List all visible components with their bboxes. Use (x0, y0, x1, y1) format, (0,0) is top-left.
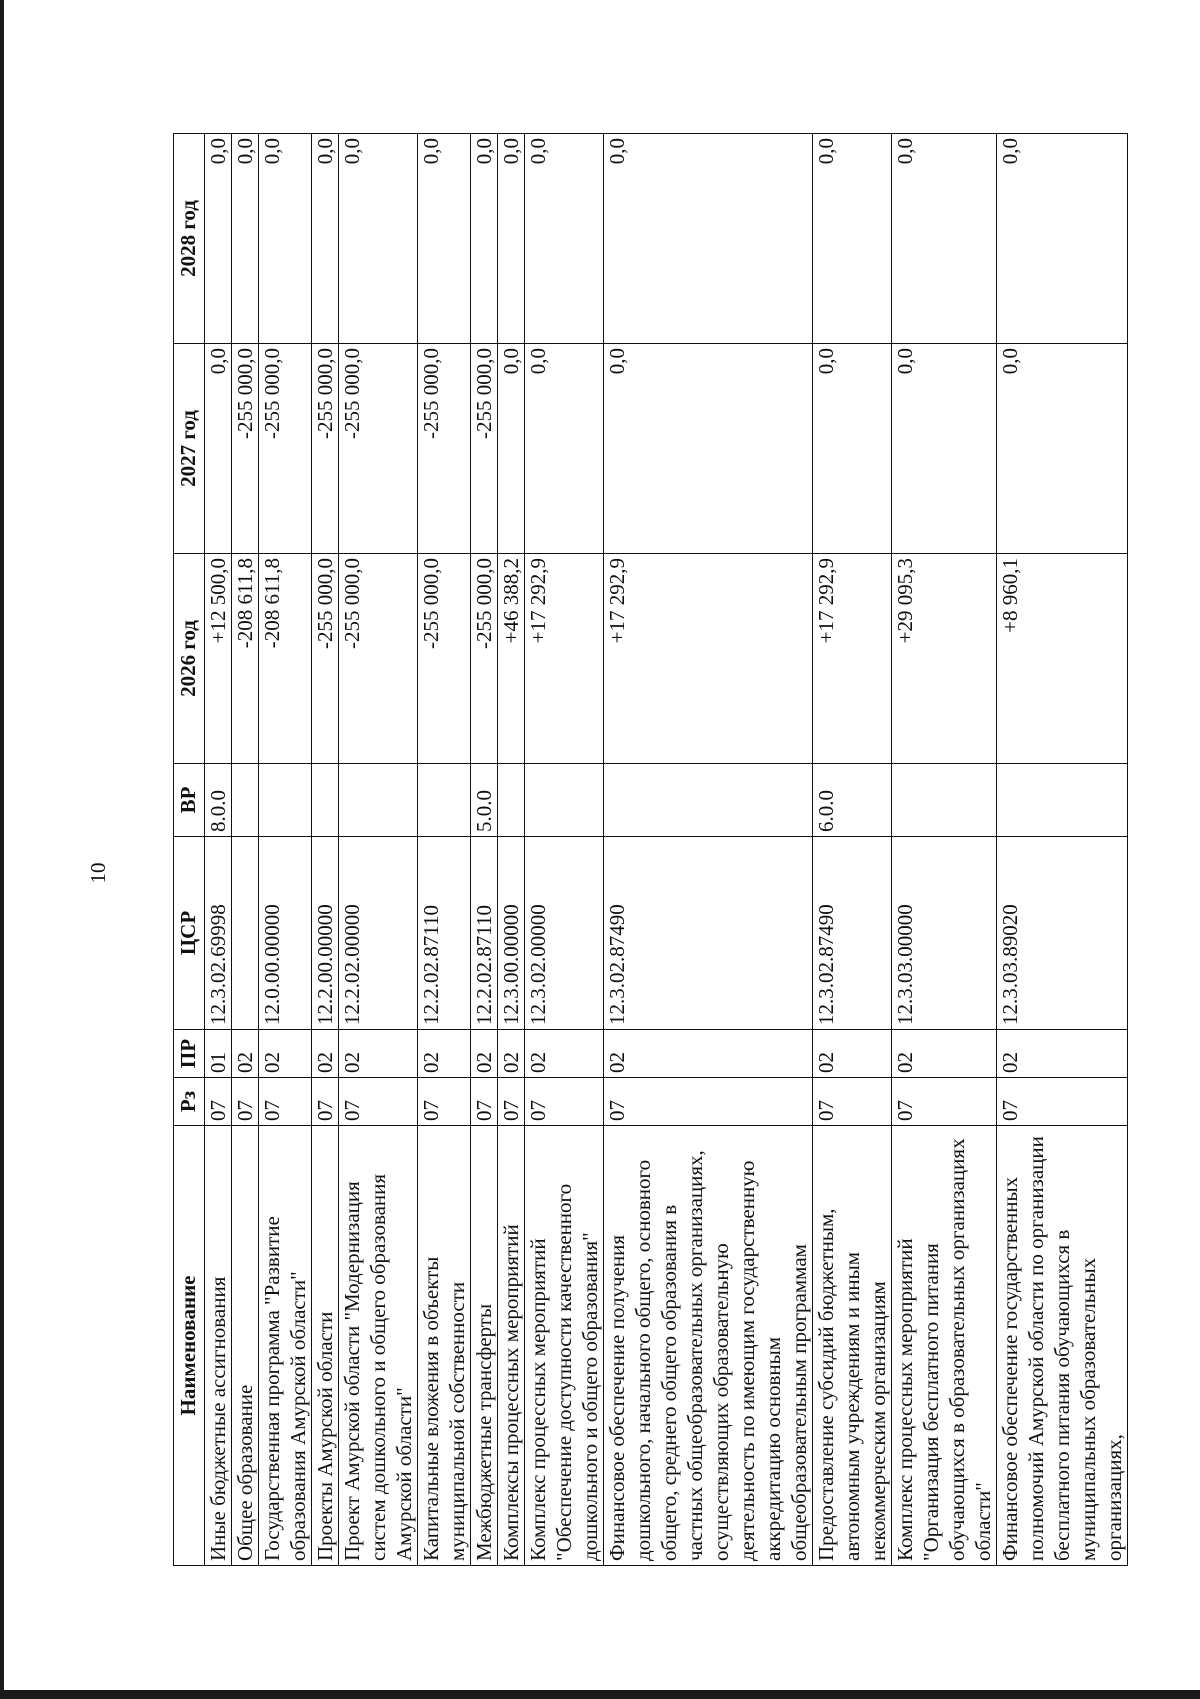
cell-rz: 07 (205, 1078, 232, 1126)
cell-rz: 07 (525, 1078, 604, 1126)
cell-vr (232, 764, 259, 837)
cell-pr: 02 (997, 1030, 1128, 1078)
cell-rz: 07 (813, 1078, 892, 1126)
cell-rz: 07 (339, 1078, 418, 1126)
cell-vr (418, 764, 471, 837)
cell-2026: +17 292,9 (813, 554, 892, 764)
cell-pr: 02 (418, 1030, 471, 1078)
cell-csr: 12.2.02.87110 (471, 837, 498, 1030)
cell-2027: 0,0 (604, 344, 813, 554)
rotated-table-container (173, 134, 1126, 1566)
cell-2026: +46 388,2 (498, 554, 525, 764)
header-pr: ПР (174, 1030, 205, 1078)
cell-csr (232, 837, 259, 1030)
cell-rz: 07 (892, 1078, 997, 1126)
page-number: 10 (86, 862, 110, 884)
cell-vr: 8.0.0 (205, 764, 232, 837)
cell-vr: 5.0.0 (471, 764, 498, 837)
table-row (892, 134, 997, 1566)
table-row (525, 134, 604, 1566)
cell-pr: 02 (604, 1030, 813, 1078)
cell-name: Предоставление субсидий бюджетным, автономным учреждениям и иным некоммерческим организациям (813, 1126, 892, 1566)
cell-vr (312, 764, 339, 837)
cell-2027: -255 000,0 (259, 344, 312, 554)
table-row (604, 134, 813, 1566)
table-header-row (174, 134, 205, 1566)
cell-2027: 0,0 (525, 344, 604, 554)
cell-vr (525, 764, 604, 837)
cell-pr: 02 (813, 1030, 892, 1078)
cell-pr: 02 (259, 1030, 312, 1078)
cell-pr: 02 (339, 1030, 418, 1078)
cell-2027: -255 000,0 (312, 344, 339, 554)
cell-2027: 0,0 (997, 344, 1128, 554)
cell-2028: 0,0 (205, 134, 232, 344)
cell-csr: 12.3.02.87490 (813, 837, 892, 1030)
cell-csr: 12.3.03.89020 (997, 837, 1128, 1030)
cell-vr: 6.0.0 (813, 764, 892, 837)
table-row (498, 134, 525, 1566)
header-rz: Рз (174, 1078, 205, 1126)
cell-name: Комплекс процессных мероприятий "Организация бесплатного питания обучающихся в образовательных организациях области" (892, 1126, 997, 1566)
cell-2026: -208 611,8 (259, 554, 312, 764)
cell-2027: -255 000,0 (471, 344, 498, 554)
cell-2026: +12 500,0 (205, 554, 232, 764)
cell-csr: 12.3.02.00000 (525, 837, 604, 1030)
cell-rz: 07 (471, 1078, 498, 1126)
cell-2027: 0,0 (498, 344, 525, 554)
cell-vr (498, 764, 525, 837)
cell-2028: 0,0 (892, 134, 997, 344)
cell-rz: 07 (312, 1078, 339, 1126)
cell-rz: 07 (418, 1078, 471, 1126)
cell-pr: 02 (498, 1030, 525, 1078)
table-row (997, 134, 1128, 1566)
cell-2026: +29 095,3 (892, 554, 997, 764)
cell-2028: 0,0 (498, 134, 525, 344)
cell-csr: 12.3.00.00000 (498, 837, 525, 1030)
header-2028: 2028 год (174, 134, 205, 344)
cell-pr: 02 (525, 1030, 604, 1078)
cell-2028: 0,0 (418, 134, 471, 344)
header-2026: 2026 год (174, 554, 205, 764)
scan-edge-bottom (0, 1690, 1200, 1699)
cell-rz: 07 (604, 1078, 813, 1126)
cell-rz: 07 (259, 1078, 312, 1126)
cell-2026: -255 000,0 (418, 554, 471, 764)
cell-2028: 0,0 (604, 134, 813, 344)
cell-2026: -255 000,0 (312, 554, 339, 764)
cell-2028: 0,0 (997, 134, 1128, 344)
cell-name: Финансовое обеспечение получения дошкольного, начального общего, основного общего, среднего общего образования в частных общеобразовательных организациях, осуществляющих образовательную деятельность по имеющим государственную аккредитацию основным общеобразовательным программам (604, 1126, 813, 1566)
header-csr: ЦСР (174, 837, 205, 1030)
cell-2028: 0,0 (471, 134, 498, 344)
cell-pr: 02 (312, 1030, 339, 1078)
cell-csr: 12.3.02.69998 (205, 837, 232, 1030)
cell-2028: 0,0 (259, 134, 312, 344)
header-name: Наименование (174, 1126, 205, 1566)
cell-rz: 07 (997, 1078, 1128, 1126)
cell-pr: 02 (471, 1030, 498, 1078)
cell-name: Проекты Амурской области (312, 1126, 339, 1566)
table-row (471, 134, 498, 1566)
table-row (312, 134, 339, 1566)
cell-csr: 12.0.00.00000 (259, 837, 312, 1030)
cell-2027: 0,0 (205, 344, 232, 554)
table-row (813, 134, 892, 1566)
cell-2028: 0,0 (312, 134, 339, 344)
cell-2028: 0,0 (525, 134, 604, 344)
scan-edge-left (0, 0, 4, 1699)
cell-2026: -255 000,0 (339, 554, 418, 764)
cell-csr: 12.2.00.00000 (312, 837, 339, 1030)
cell-name: Комплексы процессных мероприятий (498, 1126, 525, 1566)
table-row (232, 134, 259, 1566)
cell-2027: 0,0 (892, 344, 997, 554)
cell-name: Комплекс процессных мероприятий "Обеспечение доступности качественного дошкольного и общего образования" (525, 1126, 604, 1566)
cell-2028: 0,0 (232, 134, 259, 344)
cell-2026: -208 611,8 (232, 554, 259, 764)
cell-2026: +8 960,1 (997, 554, 1128, 764)
table-row (339, 134, 418, 1566)
cell-2027: -255 000,0 (339, 344, 418, 554)
cell-vr (892, 764, 997, 837)
cell-2027: -255 000,0 (418, 344, 471, 554)
cell-2026: +17 292,9 (525, 554, 604, 764)
cell-2028: 0,0 (339, 134, 418, 344)
cell-2028: 0,0 (813, 134, 892, 344)
cell-csr: 12.2.02.87110 (418, 837, 471, 1030)
cell-name: Межбюджетные трансферты (471, 1126, 498, 1566)
cell-2027: -255 000,0 (232, 344, 259, 554)
cell-name: Государственная программа "Развитие образования Амурской области" (259, 1126, 312, 1566)
cell-name: Общее образование (232, 1126, 259, 1566)
cell-rz: 07 (232, 1078, 259, 1126)
cell-rz: 07 (498, 1078, 525, 1126)
cell-vr (339, 764, 418, 837)
table-row (205, 134, 232, 1566)
cell-pr: 01 (205, 1030, 232, 1078)
header-2027: 2027 год (174, 344, 205, 554)
table-row (259, 134, 312, 1566)
cell-pr: 02 (892, 1030, 997, 1078)
cell-name: Финансовое обеспечение государственных полномочий Амурской области по организации бесплатного питания обучающихся в муниципальных образовательных организациях, (997, 1126, 1128, 1566)
cell-vr (259, 764, 312, 837)
budget-table (173, 133, 1128, 1566)
header-vr: ВР (174, 764, 205, 837)
cell-vr (604, 764, 813, 837)
cell-vr (997, 764, 1128, 837)
cell-2026: -255 000,0 (471, 554, 498, 764)
cell-pr: 02 (232, 1030, 259, 1078)
cell-csr: 12.3.03.00000 (892, 837, 997, 1030)
cell-csr: 12.2.02.00000 (339, 837, 418, 1030)
cell-name: Капитальные вложения в объекты муниципальной собственности (418, 1126, 471, 1566)
cell-csr: 12.3.02.87490 (604, 837, 813, 1030)
cell-name: Проект Амурской области "Модернизация систем дошкольного и общего образования Амурской области" (339, 1126, 418, 1566)
cell-2027: 0,0 (813, 344, 892, 554)
cell-name: Иные бюджетные ассигнования (205, 1126, 232, 1566)
table-row (418, 134, 471, 1566)
cell-2026: +17 292,9 (604, 554, 813, 764)
